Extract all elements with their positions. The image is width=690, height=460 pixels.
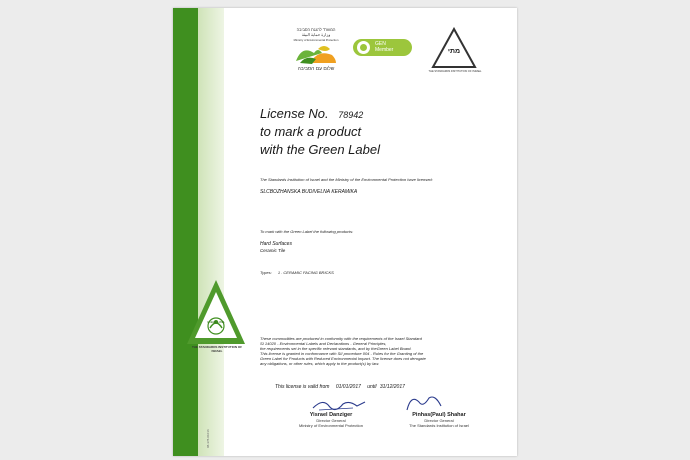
signatory-name: Pinhas(Paul) Shahar bbox=[412, 412, 466, 418]
license-certificate bbox=[173, 8, 517, 456]
ministry-hebrew-title: המשרד להגנת הסביבה bbox=[296, 27, 336, 32]
product-group: Hard Surfaces bbox=[260, 241, 292, 247]
signatory-org: Ministry of Environmental Protection bbox=[298, 423, 364, 428]
license-line-1 bbox=[260, 106, 363, 123]
sii-caption: THE STANDARDS INSTITUTION OF ISRAEL bbox=[428, 70, 482, 73]
validity-from: 01/01/2017 bbox=[335, 384, 361, 390]
license-number: 78942 bbox=[338, 110, 364, 120]
types-row bbox=[260, 270, 334, 275]
signatory-2 bbox=[389, 412, 489, 428]
gen-member-label: GEN Member bbox=[375, 41, 394, 53]
conformity-line: SI 14020 - Environmental Labels and Declarations - General Principles, bbox=[260, 341, 387, 346]
signature-danziger-icon bbox=[309, 394, 369, 414]
validity-label: This license is valid from bbox=[275, 384, 330, 390]
green-side-band bbox=[173, 8, 198, 456]
license-line-2: to mark a product bbox=[260, 124, 362, 139]
gen-member-badge bbox=[353, 39, 412, 56]
signatory-1 bbox=[281, 412, 381, 428]
conformity-line: any obligations, or other rules, which apply to the product(s) by law. bbox=[260, 361, 380, 366]
signature-shahar-icon bbox=[401, 392, 451, 414]
green-label-badge-text: GREEN LABEL bbox=[206, 321, 226, 324]
license-label: License No. bbox=[260, 106, 329, 121]
green-label-caption: THE STANDARDS INSTITUTION OF ISRAEL bbox=[191, 345, 243, 353]
conformity-line: the requirements set in the specific relevant standards, and by theGreen Label Board. bbox=[260, 346, 412, 351]
sii-hebrew-mark: מתי bbox=[447, 48, 461, 55]
signatory-title: Director General bbox=[316, 418, 346, 423]
signatory-name: Yisrael Danziger bbox=[309, 412, 353, 418]
license-line-3: with the Green Label bbox=[260, 142, 380, 157]
conformity-line: These commodities are produced in conformity with the requirements of the Israel Standard bbox=[260, 336, 422, 341]
signatory-title: Director General bbox=[424, 418, 454, 423]
form-code: 08-378-01016 bbox=[206, 429, 210, 448]
conformity-statement bbox=[260, 336, 495, 366]
products-intro: To mark with the Green Label the following products: bbox=[260, 229, 354, 234]
validity-until: 31/12/2017 bbox=[379, 384, 405, 390]
validity-line bbox=[275, 384, 405, 390]
licensee-name: SLCBOZHANSKA BUDIVELNA KERAMIKA bbox=[260, 189, 358, 195]
signatory-org: The Standards Institution of Israel bbox=[409, 423, 469, 428]
gen-circle-icon bbox=[357, 41, 370, 54]
types-label: Types: bbox=[260, 270, 272, 275]
ministry-english-name: Ministry of Environmental Protection bbox=[293, 38, 339, 42]
ministry-slogan: שלום עם הסביבה bbox=[297, 66, 335, 72]
light-green-side-band bbox=[198, 8, 224, 456]
types-value: 1 . CERAMIC FACING BRICKS bbox=[277, 270, 334, 275]
product-subgroup: Ceramic Tile bbox=[260, 248, 286, 253]
ministry-hands-logo-icon bbox=[292, 43, 340, 65]
validity-until-label: until bbox=[367, 384, 377, 390]
conformity-line: This license is granted in conformance with SII procedure 004 - Rules for the Granting of the bbox=[260, 351, 424, 356]
green-label-logo-icon bbox=[185, 278, 247, 350]
ministry-arabic-title: وزارة حماية البيئة bbox=[301, 32, 331, 37]
issuers-statement: The Standards Institution of Israel and the Ministry of the Environmental Protection have licensed: bbox=[260, 177, 433, 182]
conformity-line: Green Label for Products with Reduced Environmental Impact. The license does not derogate bbox=[260, 356, 426, 361]
